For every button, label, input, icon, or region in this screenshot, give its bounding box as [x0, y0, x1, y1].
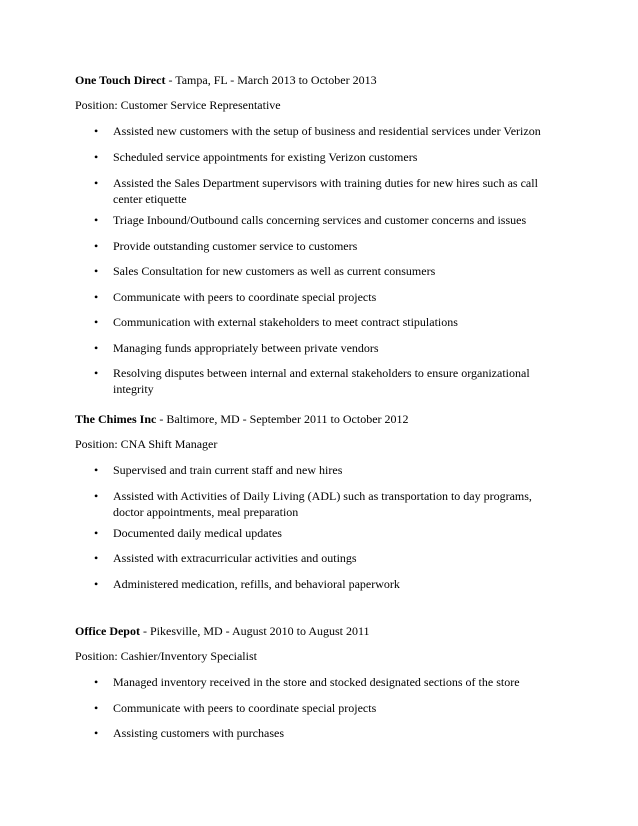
- job-details: - Tampa, FL - March 2013 to October 2013: [165, 73, 377, 87]
- list-item: Resolving disputes between internal and external stakeholders to ensure organizational integrity: [113, 366, 530, 396]
- list-item: Sales Consultation for new customers as well as current consumers: [113, 264, 436, 278]
- list-item: Provide outstanding customer service to customers: [113, 239, 358, 253]
- list-item: Communicate with peers to coordinate special projects: [113, 701, 377, 715]
- bullet-icon: •: [94, 264, 99, 278]
- bullet-icon: •: [94, 176, 99, 190]
- job-details: - Baltimore, MD - September 2011 to October 2012: [156, 412, 409, 426]
- list-item: Assisted with extracurricular activities and outings: [113, 551, 357, 565]
- bullet-icon: •: [94, 150, 99, 164]
- list-item: Supervised and train current staff and new hires: [113, 463, 343, 477]
- bullet-icon: •: [94, 726, 99, 740]
- job-position: Position: Customer Service Representative: [75, 98, 281, 112]
- company-name: Office Depot: [75, 624, 140, 638]
- job-position: Position: CNA Shift Manager: [75, 437, 218, 451]
- bullet-icon: •: [94, 315, 99, 329]
- bullet-icon: •: [94, 341, 99, 355]
- bullet-icon: •: [94, 489, 99, 503]
- list-item: Assisted with Activities of Daily Living (ADL) such as transportation to day programs, doctor appointments, meal preparation: [113, 489, 532, 519]
- company-name: The Chimes Inc: [75, 412, 157, 426]
- bullet-icon: •: [94, 577, 99, 591]
- list-item: Communication with external stakeholders to meet contract stipulations: [113, 315, 458, 329]
- bullet-icon: •: [94, 463, 99, 477]
- bullet-icon: •: [94, 675, 99, 689]
- job-position: Position: Cashier/Inventory Specialist: [75, 649, 257, 663]
- list-item: Assisting customers with purchases: [113, 726, 284, 740]
- company-name: One Touch Direct: [75, 73, 166, 87]
- job-header: [75, 624, 370, 638]
- job-header: [75, 73, 377, 87]
- list-item: Managed inventory received in the store and stocked designated sections of the store: [113, 675, 520, 689]
- job-details: - Pikesville, MD - August 2010 to August 2011: [139, 624, 370, 638]
- job-header: [75, 412, 409, 426]
- bullet-icon: •: [94, 290, 99, 304]
- list-item: Administered medication, refills, and behavioral paperwork: [113, 577, 400, 591]
- bullet-icon: •: [94, 701, 99, 715]
- list-item: Communicate with peers to coordinate special projects: [113, 290, 377, 304]
- list-item: Assisted the Sales Department supervisors with training duties for new hires such as call center etiquette: [113, 176, 538, 206]
- list-item: Scheduled service appointments for existing Verizon customers: [113, 150, 418, 164]
- list-item: Assisted new customers with the setup of business and residential services under Verizon: [113, 124, 541, 138]
- bullet-icon: •: [94, 239, 99, 253]
- bullet-icon: •: [94, 551, 99, 565]
- list-item: Documented daily medical updates: [113, 526, 282, 540]
- bullet-icon: •: [94, 213, 99, 227]
- list-item: Managing funds appropriately between private vendors: [113, 341, 379, 355]
- bullet-icon: •: [94, 366, 99, 380]
- list-item: Triage Inbound/Outbound calls concerning services and customer concerns and issues: [113, 213, 527, 227]
- bullet-icon: •: [94, 124, 99, 138]
- bullet-icon: •: [94, 526, 99, 540]
